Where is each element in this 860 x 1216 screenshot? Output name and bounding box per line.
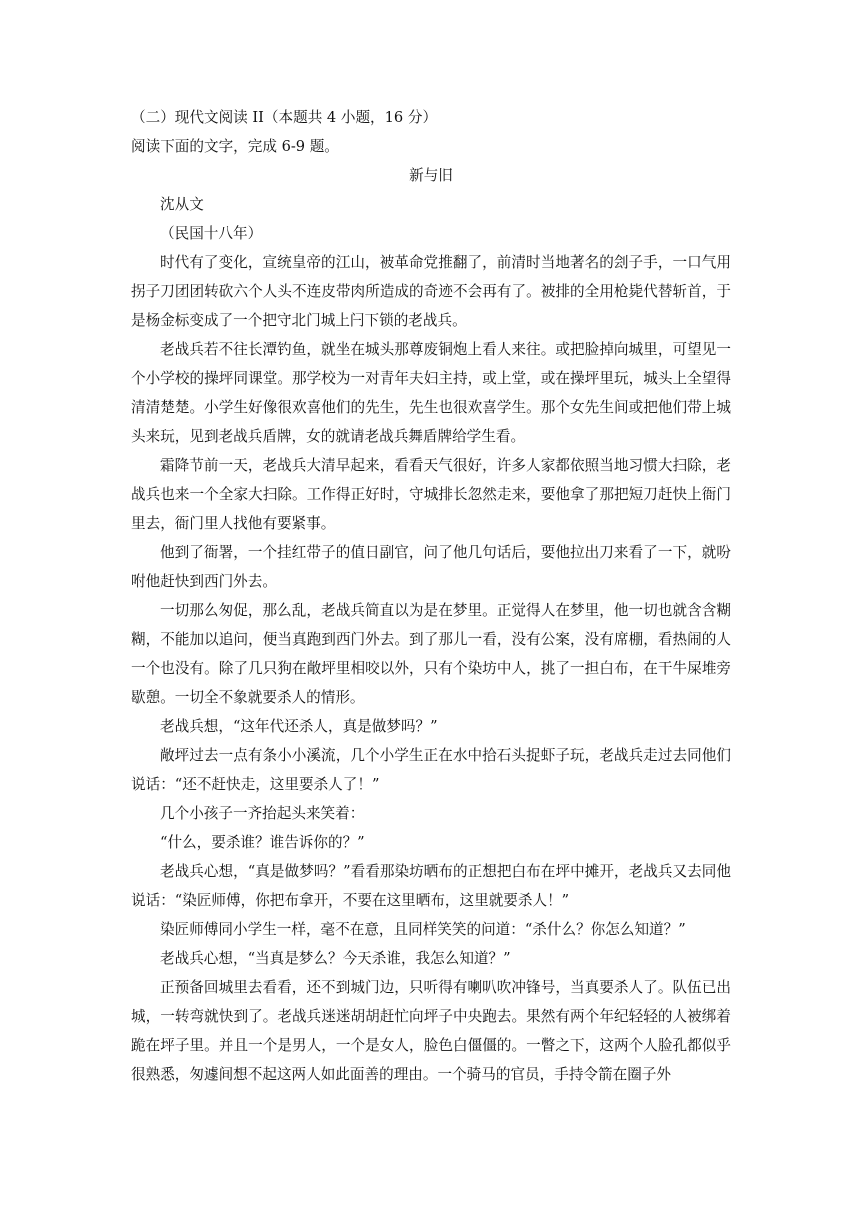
paragraph: 正预备回城里去看看，还不到城门边，只听得有喇叭吹冲锋号，当真要杀人了。队伍已出城，一转弯就快到了。老战兵迷迷胡胡赶忙向坪子中央跑去。果然有两个年纪轻轻的人被绑着跪在坪子里。并且一个是男人，一个是女人，脸色白僵僵的。一瞥之下，这两个人脸孔都似乎很熟悉，匆遽间想不起这两人如此面善的理由。一个骑马的官员，手持令箭在圈子外 — [131, 979, 731, 1083]
paragraph: 一切那么匆促，那么乱，老战兵简直以为是在梦里。正觉得人在梦里，他一切也就含含糊糊，不能加以追问，便当真跑到西门外去。到了那儿一看，没有公案，没有席棚，看热闹的人一个也没有。除了几只狗在敞坪里相咬以外，只有个染坊中人，挑了一担白布，在干牛屎堆旁歇憩。一切全不象就要杀人的情形。 — [131, 602, 731, 706]
paragraph: 老战兵心想，“真是做梦吗？”看看那染坊晒布的正想把白布在坪中摊开，老战兵又去同他说话：“染匠师傅，你把布拿开，不要在这里晒布，这里就要杀人！” — [131, 863, 731, 909]
paragraph: 染匠师傅同小学生一样，毫不在意，且同样笑笑的问道：“杀什么？你怎么知道？” — [160, 921, 686, 938]
section-heading: （二）现代文阅读 II（本题共 4 小题，16 分） — [131, 109, 438, 126]
paragraph: 他到了衙署，一个挂红带子的值日副官，问了他几句话后，要他拉出刀来看了一下，就吩咐他赶快到西门外去。 — [131, 544, 731, 590]
paragraph: 敞坪过去一点有条小小溪流，几个小学生正在水中拾石头捉虾子玩，老战兵走过去同他们说话：“还不赶快走，这里要杀人了！” — [131, 747, 731, 793]
article-era: （民国十八年） — [160, 225, 263, 242]
article-title: 新与旧 — [409, 167, 453, 184]
reading-instruction: 阅读下面的文字，完成 6-9 题。 — [131, 138, 339, 155]
paragraph: 老战兵心想，“当真是梦么？今天杀谁，我怎么知道？” — [160, 950, 511, 967]
article-author: 沈从文 — [160, 196, 204, 213]
paragraph: 几个小孩子一齐抬起头来笑着： — [160, 805, 365, 822]
paragraph: 老战兵若不往长潭钓鱼，就坐在城头那尊废铜炮上看人来往。或把脸掉向城里，可望见一个小学校的操坪同课堂。那学校为一对青年夫妇主持，或上堂，或在操坪里玩，城头上全望得清清楚楚。小学生好像很欢喜他们的先生，先生也很欢喜学生。那个女先生间或把他们带上城头来玩，见到老战兵盾牌，女的就请老战兵舞盾牌给学生看。 — [131, 341, 731, 445]
paragraph: 霜降节前一天，老战兵大清早起来，看看天气很好，许多人家都依照当地习惯大扫除，老战兵也来一个全家大扫除。工作得正好时，守城排长忽然走来，要他拿了那把短刀赶快上衙门里去，衙门里人找他有要紧事。 — [131, 457, 731, 532]
paragraph: “什么，要杀谁？谁告诉你的？” — [160, 834, 365, 851]
paragraph: 老战兵想，“这年代还杀人，真是做梦吗？” — [160, 718, 438, 735]
document-body — [131, 103, 731, 1089]
paragraph: 时代有了变化，宣统皇帝的江山，被革命党推翻了，前清时当地著名的刽子手，一口气用拐子刀团团转砍六个人头不连皮带肉所造成的奇迹不会再有了。被排的全用枪毙代替斩首，于是杨金标变成了一个把守北门城上闩下锁的老战兵。 — [131, 254, 731, 329]
